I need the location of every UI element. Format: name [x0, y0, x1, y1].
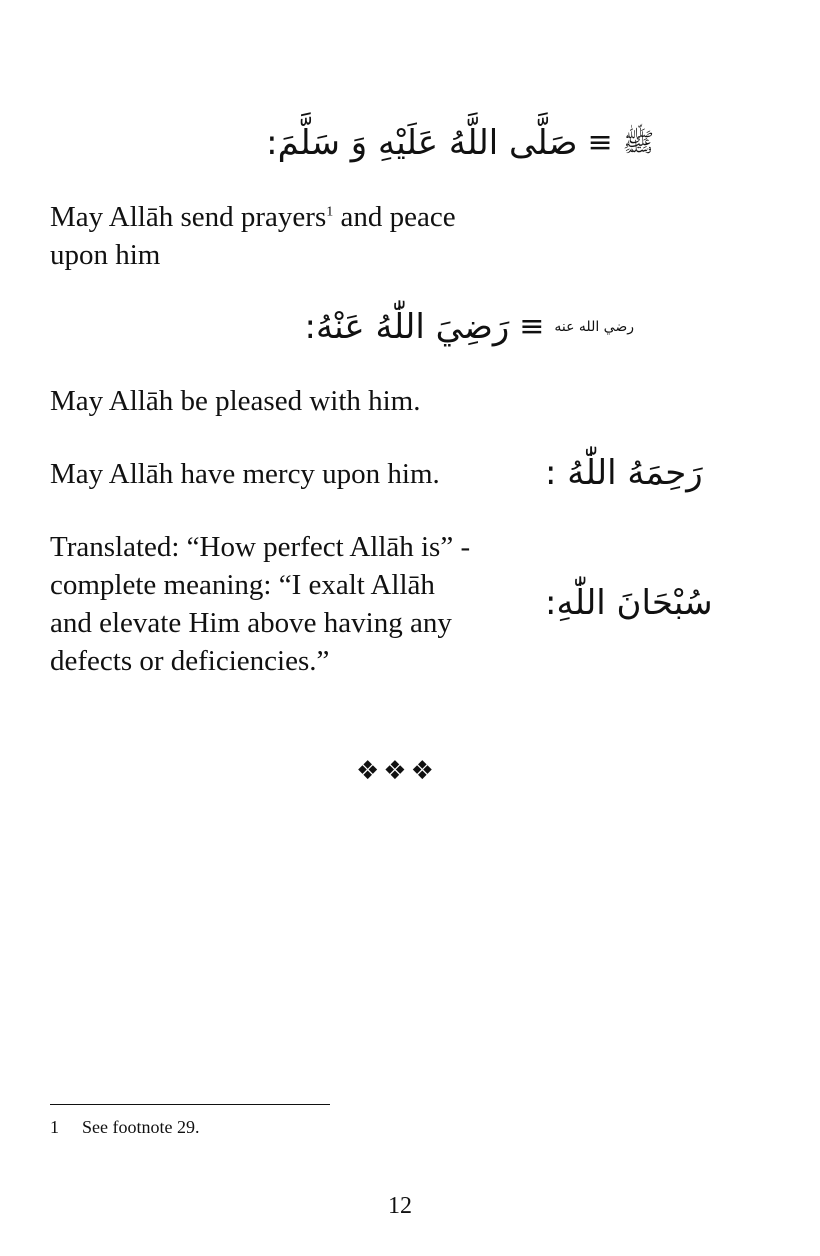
equivalence-symbol: ≡	[519, 309, 545, 344]
footnote-rule	[50, 1104, 330, 1105]
salawat-honorific-glyph: ﷺ	[622, 128, 654, 158]
translation-rahimahu: May Allāh have mercy upon him.	[50, 458, 440, 490]
arabic-radiya-text: رَضِيَ اللّٰهُ عَنْهُ:	[304, 307, 510, 347]
footnote-reference: 1	[326, 204, 334, 220]
translation-subhanallah-line-3: and elevate Him above having any	[50, 607, 452, 639]
arabic-subhanallah-text: سُبْحَانَ اللّٰهِ:	[545, 583, 713, 623]
footnote-number: 1	[50, 1117, 59, 1137]
arabic-line-radiya	[304, 302, 634, 352]
translation-subhanallah-line-1: Translated: “How perfect Allāh is” -	[50, 531, 471, 563]
translation-salawat-line-2: upon him	[50, 239, 161, 271]
translation-subhanallah-line-4: defects or deficiencies.”	[50, 645, 330, 677]
translation-radiya: May Allāh be pleased with him.	[50, 385, 421, 417]
arabic-line-salawat	[266, 118, 654, 168]
footnote	[50, 1116, 199, 1138]
translation-subhanallah	[50, 528, 470, 680]
translation-salawat-line-1: May Allāh send prayers$^1$ and peace	[50, 201, 456, 233]
equivalence-symbol: ≡	[587, 125, 613, 160]
radiya-honorific-glyph: رضي الله عنه	[554, 319, 634, 335]
translation-salawat	[50, 198, 456, 274]
translation-subhanallah-line-2: complete meaning: “I exalt Allāh	[50, 569, 435, 601]
arabic-salawat-text: صَلَّى اللَّهُ عَلَيْهِ وَ سَلَّمَ:	[266, 123, 578, 163]
section-ornament: ❖❖❖	[356, 756, 438, 786]
arabic-rahimahu-text: رَحِمَهُ اللّٰهُ :	[545, 453, 703, 493]
page-number: 12	[388, 1193, 412, 1219]
footnote-text: See footnote 29.	[82, 1117, 200, 1137]
